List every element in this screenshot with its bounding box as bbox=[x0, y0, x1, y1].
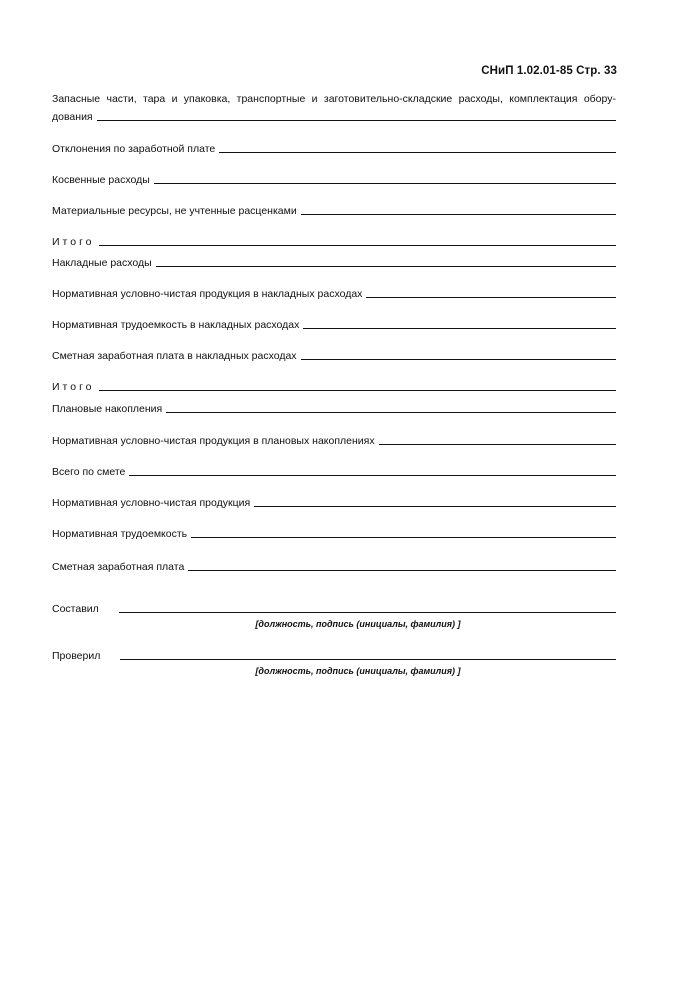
form-label: Материальные ресурсы, не учтенные расценками bbox=[52, 205, 297, 217]
form-label: Косвенные расходы bbox=[52, 174, 150, 186]
form-line-net-product-overhead bbox=[52, 288, 616, 300]
form-label: Нормативная условно-чистая продукция bbox=[52, 497, 251, 509]
fill-line bbox=[301, 214, 616, 215]
signature-line bbox=[120, 659, 616, 660]
form-line-net-product bbox=[52, 497, 616, 509]
fill-line bbox=[219, 152, 616, 153]
form-label: Сметная заработная плата bbox=[52, 561, 185, 573]
form-line-estimated-salary bbox=[52, 561, 616, 573]
form-line-total-estimate bbox=[52, 466, 616, 478]
form-line-labor-overhead bbox=[52, 319, 616, 331]
form-line-labor-intensity bbox=[52, 528, 616, 540]
signature-checked bbox=[52, 650, 616, 662]
fill-line bbox=[154, 183, 616, 184]
form-label: Нормативная условно-чистая продукция в накладных расходах bbox=[52, 288, 363, 300]
form-label: Нормативная трудоемкость в накладных расходах bbox=[52, 319, 300, 331]
document-header: СНиП 1.02.01-85 Стр. 33 bbox=[481, 65, 617, 77]
form-line-salary-overhead bbox=[52, 350, 616, 362]
form-label: Сметная заработная плата в накладных расходах bbox=[52, 350, 297, 362]
fill-line bbox=[97, 120, 616, 121]
signature-caption bbox=[0, 619, 700, 629]
form-label: дования bbox=[52, 111, 93, 123]
signature-label: Составил bbox=[52, 603, 99, 615]
signature-compiled bbox=[52, 603, 616, 615]
form-line-salary-deviation bbox=[52, 143, 616, 155]
form-label: Нормативная трудоемкость bbox=[52, 528, 188, 540]
signature-caption-text: [должность, подпись (инициалы, фамилия) ] bbox=[255, 619, 461, 629]
form-line-indirect-costs bbox=[52, 174, 616, 186]
signature-label: Проверил bbox=[52, 650, 101, 662]
fill-line bbox=[301, 359, 616, 360]
form-label: Итого bbox=[52, 236, 95, 248]
form-line-planned-savings bbox=[52, 403, 616, 415]
fill-line bbox=[129, 475, 616, 476]
form-line-spare-parts-1: Запасные части, тара и упаковка, транспортные и заготовительно-складские расходы, комплектация обору- bbox=[52, 93, 616, 105]
signature-caption bbox=[0, 666, 700, 676]
fill-line bbox=[191, 537, 616, 538]
form-line-overhead bbox=[52, 257, 616, 269]
fill-line bbox=[379, 444, 616, 445]
fill-line bbox=[303, 328, 616, 329]
form-line-subtotal-2 bbox=[52, 381, 616, 393]
form-label: Всего по смете bbox=[52, 466, 126, 478]
fill-line bbox=[254, 506, 616, 507]
fill-line bbox=[188, 570, 616, 571]
form-label: Нормативная условно-чистая продукция в плановых накоплениях bbox=[52, 435, 375, 447]
fill-line bbox=[166, 412, 616, 413]
signature-caption-text: [должность, подпись (инициалы, фамилия) ] bbox=[255, 666, 461, 676]
form-line-spare-parts-2 bbox=[52, 111, 616, 123]
form-label: Плановые накопления bbox=[52, 403, 163, 415]
form-label: Итого bbox=[52, 381, 95, 393]
fill-line bbox=[156, 266, 616, 267]
form-label: Накладные расходы bbox=[52, 257, 152, 269]
form-line-material-resources bbox=[52, 205, 616, 217]
form-line-net-product-savings bbox=[52, 435, 616, 447]
form-label: Отклонения по заработной плате bbox=[52, 143, 216, 155]
signature-line bbox=[119, 612, 616, 613]
fill-line bbox=[99, 245, 616, 246]
form-line-subtotal-1 bbox=[52, 236, 616, 248]
fill-line bbox=[366, 297, 616, 298]
fill-line bbox=[99, 390, 616, 391]
